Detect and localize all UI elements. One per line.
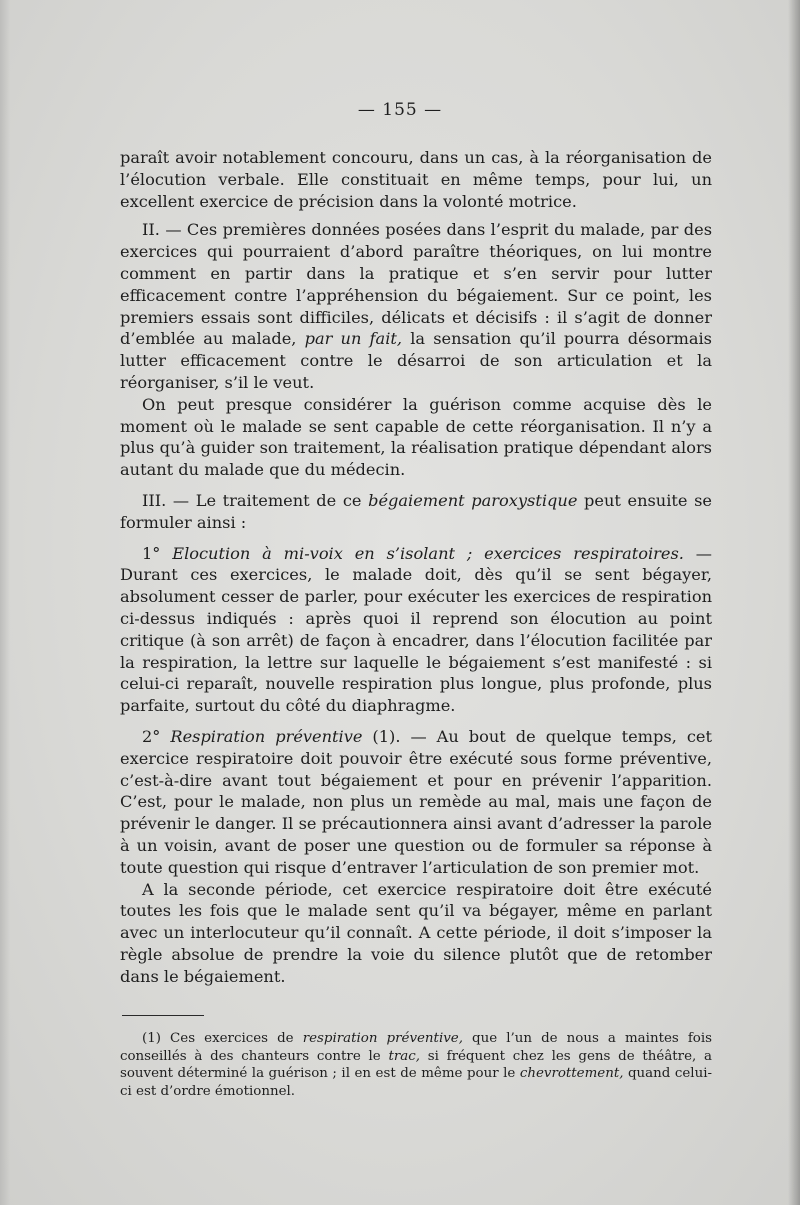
footnote-text: que l’un de nous a maintes fois conseillés à des chanteurs contre le [120, 1031, 712, 1064]
footnote-emphasis: trac, [388, 1048, 420, 1064]
emphasis-text: par un fait, [304, 329, 403, 349]
footnote-separator [122, 1015, 204, 1016]
page-number: — 155 — [357, 100, 443, 120]
page-edge-shadow-right [788, 0, 800, 1205]
item-number: 1° [142, 543, 173, 563]
paragraph-text: III. — Le traitement de ce [142, 490, 369, 510]
paragraph-text: (1). — Au bout de quelque temps, cet exercice respiratoire doit pouvoir être exécuté sous forme préventive, c’est-à-dire avant tout bégaiement et pour en prévenir l’apparition. C’est, pour le malade, non plus un remède au mal, mais une façon de prévenir le danger. Il se précautionnera ainsi avant d’adresser la parole à un voisin, avant de poser une question ou de formuler sa réponse à toute question qui risque d’entraver l’articulation de son premier mot. [120, 726, 712, 877]
item-heading: Respiration préventive [170, 726, 363, 746]
footnote-text: si fréquent chez les gens de théâtre, a souvent déterminé la guérison ; il en est de même pour le [120, 1048, 712, 1082]
paragraph-text: la sensation qu’il pourra désormais lutter efficacement contre le désarroi de son articulation et la réorganiser, s’il le veut. [120, 329, 712, 392]
body-text [120, 147, 712, 987]
footnote-emphasis: chevrottement, [519, 1066, 624, 1082]
item-heading: Elocution à mi-voix en s’isolant ; exercices respiratoires. [172, 543, 684, 563]
footnote-text: (1) Ces exercices de [142, 1031, 303, 1046]
footnote-text: quand celui-ci est d’ordre émotionnel. [120, 1066, 712, 1099]
emphasis-text: bégaiement paroxystique [368, 490, 578, 510]
paragraph-section-ii [120, 219, 712, 393]
paragraph-item-1 [120, 543, 712, 717]
paragraph-item-2 [120, 726, 712, 879]
paragraph-text: — Durant ces exercices, le malade doit, dès qu’il se sent bégayer, absolument cesser de parler, pour exécuter les exercices de respiration ci-dessus indiqués : après quoi il reprend son élocution au point critique (à son arrêt) de façon à encadrer, dans l’élocution facilitée par la respiration, la lettre sur laquelle le bégaiement s’est manifesté : si celui-ci reparaît, nouvelle respiration plus longue, plus profonde, plus parfaite, surtout du côté du diaphragme. [120, 543, 712, 716]
paragraph-seconde-periode: A la seconde période, cet exercice respiratoire doit être exécuté toutes les fois que le malade sent qu’il va bégayer, même en parlant avec un interlocuteur qu’il connaît. A cette période, il doit s’imposer la règle absolue de prendre la voie du silence plutôt que de retomber dans le bégaiement. [120, 879, 712, 986]
footnote-emphasis: respiration préventive, [302, 1031, 463, 1046]
page-edge-shadow-left [0, 0, 10, 1205]
paragraph-text: peut ensuite se formuler ainsi : [120, 490, 712, 532]
paragraph-text: II. — Ces premières données posées dans l’esprit du malade, par des exercices qui pourraient d’abord paraître théoriques, on lui montre comment en partir dans la pratique et s’en servir pour lutter efficacement contre l’appréhension du bégaiement. Sur ce point, les premiers essais sont difficiles, délicats et décisifs : il s’agit de donner d’emblée au malade, [120, 220, 712, 349]
item-number: 2° [142, 726, 171, 746]
paragraph-continuation: paraît avoir notablement concouru, dans un cas, à la réorganisation de l’élocution verbale. Elle constituait en même temps, pour lui, un excellent exercice de précision dans la volonté motrice. [120, 148, 712, 211]
paragraph-section-iii [120, 490, 712, 534]
footnote [120, 1030, 712, 1100]
paragraph-guerison: On peut presque considérer la guérison comme acquise dès le moment où le malade se sent capable de cette réorganisation. Il n’y a plus qu’à guider son traitement, la réalisation pratique dépendant alors autant du malade que du médecin. [120, 394, 712, 480]
